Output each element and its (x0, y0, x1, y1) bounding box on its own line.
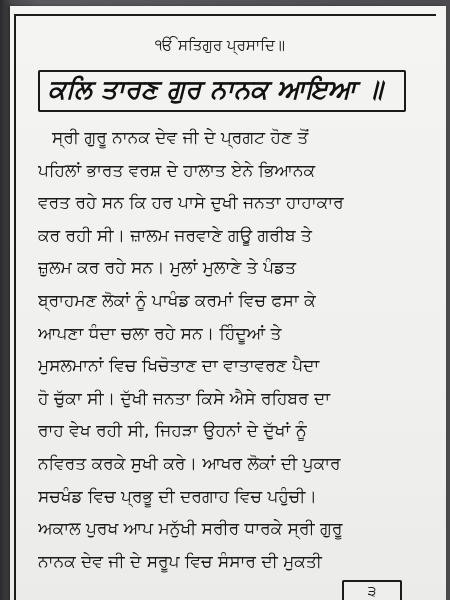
body-line: ਬ੍ਰਾਹਮਣ ਲੋਕਾਂ ਨੂੰ ਪਾਖੰਡ ਕਰਮਾਂ ਵਿਚ ਫਸਾ ਕੇ (38, 290, 316, 311)
body-line: ਸਚਖੰਡ ਵਿਚ ਪ੍ਰਭੂ ਦੀ ਦਰਗਾਹ ਵਿਚ ਪਹੁੰਚੀ। (38, 486, 317, 507)
body-line: ਪਹਿਲਾਂ ਭਾਰਤ ਵਰਸ਼ ਦੇ ਹਾਲਾਤ ਏਨੇ ਭਿਆਨਕ (38, 160, 316, 181)
body-line: ਨਾਨਕ ਦੇਵ ਜੀ ਦੇ ਸਰੂਪ ਵਿਚ ਸੰਸਾਰ ਦੀ ਮੁਕਤੀ (38, 551, 322, 572)
chapter-heading-box (38, 70, 406, 112)
page-number: ੩ (367, 584, 377, 600)
body-line: ਅਕਾਲ ਪੁਰਖ ਆਪ ਮਨੁੱਖੀ ਸਰੀਰ ਧਾਰਕੇ ਸ੍ਰੀ ਗੁਰੂ (38, 519, 343, 540)
chapter-heading: ਕਲਿ ਤਾਰਣ ਗੁਰ ਨਾਨਕ ਆਇਆ ॥ (48, 75, 383, 105)
body-line: ਨਵਿਰਤ ਕਰਕੇ ਸੁਖੀ ਕਰੇ। ਆਖਰ ਲੋਕਾਂ ਦੀ ਪੁਕਾਰ (38, 453, 341, 474)
body-line: ਮੁਸਲਮਾਨਾਂ ਵਿਚ ਖਿਚੋਤਾਣ ਦਾ ਵਾਤਾਵਰਣ ਪੈਦਾ (38, 356, 320, 377)
body-line: ਆਪਣਾ ਧੰਦਾ ਚਲਾ ਰਹੇ ਸਨ। ਹਿੰਦੂਆਂ ਤੇ (38, 323, 282, 344)
body-line: ਰਾਹ ਵੇਖ ਰਹੀ ਸੀ, ਜਿਹੜਾ ਉਹਨਾਂ ਦੇ ਦੁੱਖਾਂ ਨੂੰ (38, 421, 307, 442)
body-paragraph (38, 122, 412, 578)
mool-mantar-line: ੴ ਸਤਿਗੁਰ ਪ੍ਰਸਾਦਿ॥ (154, 36, 286, 54)
page-number-box (342, 580, 402, 600)
body-line: ਜ਼ੁਲਮ ਕਰ ਰਹੇ ਸਨ। ਮੁਲਾਂ ਮੁਲਾਣੇ ਤੇ ਪੰਡਤ (38, 258, 296, 279)
body-line: ਹੋ ਚੁੱਕਾ ਸੀ। ਦੁੱਖੀ ਜਨਤਾ ਕਿਸੇ ਐਸੇ ਰਹਿਬਰ ਦਾ (38, 388, 331, 409)
body-line: ਕਰ ਰਹੀ ਸੀ। ਜ਼ਾਲਮ ਜਰਵਾਣੇ ਗਊ ਗਰੀਬ ਤੇ (38, 225, 312, 246)
body-line: ਸ੍ਰੀ ਗੁਰੂ ਨਾਨਕ ਦੇਵ ਜੀ ਦੇ ਪ੍ਰਗਟ ਹੋਣ ਤੋਂ (52, 128, 309, 148)
body-line: ਵਰਤ ਰਹੇ ਸਨ ਕਿ ਹਰ ਪਾਸੇ ਦੁਖੀ ਜਨਤਾ ਹਾਹਾਕਾਰ (38, 193, 344, 214)
